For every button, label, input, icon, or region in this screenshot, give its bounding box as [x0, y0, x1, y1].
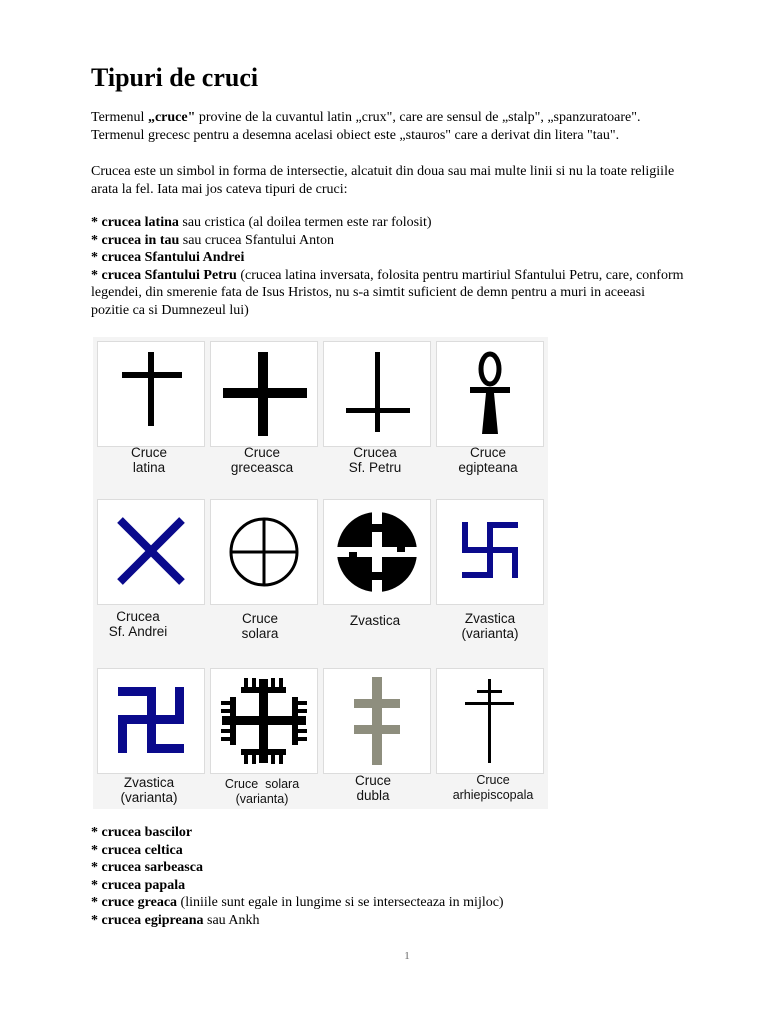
- list-item-term: * crucea papala: [91, 877, 186, 893]
- label-egyptian-cross: Cruce egipteana: [458, 445, 518, 475]
- list-item: [91, 859, 741, 877]
- intro-term: „cruce": [147, 110, 196, 125]
- swastika-circle-icon: [323, 499, 431, 605]
- cross-types-figure: [93, 337, 548, 809]
- list-item-term: * crucea bascilor: [91, 825, 193, 840]
- label-archiepiscopal-cross: Cruce arhiepiscopala: [452, 773, 534, 802]
- label-swastika-variant-2: Zvastica (varianta): [120, 775, 178, 805]
- intro-text: Termenul: [91, 110, 148, 125]
- list-item-term: * crucea celtica: [91, 842, 183, 858]
- list-item: [91, 214, 741, 232]
- list-item-text: (crucea latina inversata, folosita pentru martiriul Sfantului Petru, care, conform: [236, 267, 684, 283]
- cross-type-list-2: [91, 824, 741, 929]
- list-item: [91, 877, 741, 895]
- list-item-text: sau cristica (al doilea termen este rar folosit): [178, 215, 432, 230]
- intro-text: provine de la cuvantul latin „crux", care are sensul de „stalp", „spanzuratoare".: [195, 110, 641, 125]
- list-item: [91, 249, 741, 267]
- list-item-term: * crucea sarbeasca: [91, 860, 203, 875]
- list-item-term: * crucea Sfantului Petru: [91, 267, 237, 283]
- list-item-term: * crucea latina: [91, 215, 179, 230]
- list-item: [91, 267, 741, 285]
- st-peter-cross-icon: [323, 341, 431, 447]
- list-item-term: * crucea Sfantului Andrei: [91, 250, 245, 265]
- description-text: arata la fel. Iata mai jos cateva tipuri de cruci:: [91, 181, 348, 197]
- label-solar-cross-variant: Cruce solara (varianta): [224, 777, 300, 806]
- st-andrew-cross-icon: [97, 499, 205, 605]
- list-item: [91, 894, 741, 912]
- description-text: Crucea este un simbol in forma de intersectie, alcatuit din doua sau mai multe linii si nu la toate religiile: [91, 164, 675, 179]
- description-paragraph: [91, 163, 741, 198]
- swastika-variant-2-icon: [97, 668, 205, 774]
- archiepiscopal-cross-icon: [436, 668, 544, 774]
- intro-paragraph: [91, 109, 741, 144]
- list-item-term: * crucea in tau: [91, 232, 180, 248]
- label-st-andrew-cross: Crucea Sf. Andrei: [108, 609, 168, 639]
- list-item: [91, 842, 741, 860]
- label-greek-cross: Cruce greceasca: [230, 445, 294, 475]
- list-item-text: sau Ankh: [203, 912, 260, 928]
- list-item: [91, 824, 741, 842]
- list-item-text: (liniile sunt egale in lungime si se intersecteaza in mijloc): [177, 895, 504, 910]
- list-item-term: * cruce greaca: [91, 895, 178, 910]
- list-item: [91, 232, 741, 250]
- list-item-text: pozitie ca si Dumnezeul lui): [91, 302, 249, 318]
- list-item: [91, 912, 741, 930]
- solar-cross-icon: [210, 499, 318, 605]
- solar-cross-variant-icon: [210, 668, 318, 774]
- label-swastika: Zvastica: [349, 613, 401, 628]
- list-item-text: sau crucea Sfantului Anton: [179, 232, 335, 248]
- cross-type-list: [91, 214, 741, 319]
- label-st-peter-cross: Crucea Sf. Petru: [348, 445, 402, 475]
- swastika-variant-icon: [436, 499, 544, 605]
- greek-cross-icon: [210, 341, 318, 447]
- list-item-text: legendei, din smerenie fata de Isus Hristos, nu s-a simtit suficient de demn pentru a muri in aceeasi: [91, 285, 646, 300]
- double-cross-icon: [323, 668, 431, 774]
- ankh-icon: [436, 341, 544, 447]
- intro-text: Termenul grecesc pentru a desemna acelasi obiect este „stauros" care a derivat din litera "tau".: [91, 127, 620, 143]
- label-solar-cross: Cruce solara: [241, 611, 279, 641]
- latin-cross-icon: [97, 341, 205, 447]
- label-swastika-variant: Zvastica (varianta): [461, 611, 519, 641]
- page-title: Tipuri de cruci: [91, 63, 259, 92]
- list-item-term: * crucea egipreana: [91, 912, 204, 928]
- label-double-cross: Cruce dubla: [354, 773, 391, 803]
- page-number: 1: [404, 950, 410, 962]
- label-latin-cross: Cruce latina: [130, 445, 167, 475]
